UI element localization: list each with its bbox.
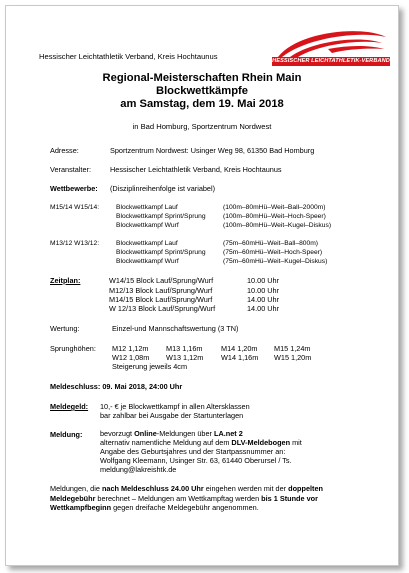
competitions-note: (Disziplinreihenfolge ist variabel) bbox=[110, 184, 216, 193]
scoring-label: Wertung: bbox=[50, 324, 80, 333]
category-label: M13/12 W13/12: bbox=[50, 240, 100, 247]
competition-name: Blockwettkampf Sprint/Sprung bbox=[116, 249, 206, 256]
address-label: Adresse: bbox=[50, 146, 79, 155]
competition-disciplines: (100m–80mHü–Weit–Kugel–Diskus) bbox=[223, 222, 332, 229]
organization-header: Hessischer Leichtathletik Verband, Kreis Hochtaunus bbox=[39, 52, 218, 61]
registration-label: Meldung: bbox=[50, 430, 83, 439]
registration-text: alternativ namentliche Meldung auf dem bbox=[100, 438, 232, 447]
jump-height: M13 1,16m bbox=[166, 344, 203, 353]
registration-online: Online bbox=[134, 429, 157, 438]
jump-height: W13 1,12m bbox=[166, 353, 204, 362]
schedule-time: 10.00 Uhr bbox=[247, 286, 280, 295]
schedule-event: M12/13 Block Lauf/Sprung/Wurf bbox=[109, 286, 213, 295]
schedule-time: 14.00 Uhr bbox=[247, 295, 280, 304]
schedule-event: W 12/13 Block Lauf/Sprung/Wurf bbox=[109, 304, 216, 313]
jump-heights-label: Sprunghöhen: bbox=[50, 344, 96, 353]
jump-height: W14 1,16m bbox=[221, 353, 259, 362]
registration-line-2 bbox=[100, 438, 302, 447]
jump-height: M15 1,24m bbox=[274, 344, 311, 353]
document-page bbox=[5, 5, 399, 566]
registration-line-4: Wolfgang Kleemann, Usinger Str. 63, 61440 Oberursel / Ts. bbox=[100, 456, 292, 465]
competition-name: Blockwettkampf Lauf bbox=[116, 204, 178, 211]
footer-text: gegen dreifache Meldegebühr angenommen. bbox=[111, 503, 259, 512]
footer-line-2 bbox=[50, 494, 318, 503]
registration-line-3: Angabe des Geburtsjahres und der Startpassnummer an: bbox=[100, 447, 286, 456]
fee-line-1: 10,- € je Blockwettkampf in allen Altersklassen bbox=[100, 402, 250, 411]
footer-text: berechnet – Meldungen am Wettkampftag werden bbox=[95, 494, 262, 503]
registration-lanet: LA.net 2 bbox=[213, 429, 243, 438]
registration-text: mit bbox=[290, 438, 302, 447]
registration-email[interactable]: meldung@lakreishtk.de bbox=[100, 465, 177, 474]
registration-text: bevorzugt bbox=[100, 429, 135, 438]
footer-emph: doppelten bbox=[288, 484, 323, 493]
competition-disciplines: (75m–60mHü–Weit–Kugel–Diskus) bbox=[223, 258, 328, 265]
competition-name: Blockwettkampf Sprint/Sprung bbox=[116, 213, 206, 220]
event-location: in Bad Homburg, Sportzentrum Nordwest bbox=[132, 122, 272, 131]
organizer-value: Hessischer Leichtathletik Verband, Kreis Hochtaunus bbox=[110, 165, 282, 174]
schedule-event: W14/15 Block Lauf/Sprung/Wurf bbox=[109, 276, 214, 285]
title-line-2: Blockwettkämpfe bbox=[155, 85, 248, 97]
competition-name: Blockwettkampf Lauf bbox=[116, 240, 178, 247]
competition-disciplines: (100m–80mHü–Weit–Hoch-Speer) bbox=[223, 213, 326, 220]
schedule-event: M14/15 Block Lauf/Sprung/Wurf bbox=[109, 295, 213, 304]
competitions-label: Wettbewerbe: bbox=[50, 184, 98, 193]
address-value: Sportzentrum Nordwest: Usinger Weg 98, 61350 Bad Homburg bbox=[110, 146, 315, 155]
category-label: M15/14 W15/14: bbox=[50, 204, 100, 211]
logo-wordmark: HESSISCHER LEICHTATHLETIK-VERBAND bbox=[272, 58, 390, 64]
registration-dlv-form: DLV-Meldebogen bbox=[231, 438, 291, 447]
title-line-1: Regional-Meisterschaften Rhein Main bbox=[102, 72, 302, 84]
footer-line-1 bbox=[50, 484, 323, 493]
competition-name: Blockwettkampf Wurf bbox=[116, 258, 179, 265]
fee-line-2: bar zahlbar bei Ausgabe der Startunterlagen bbox=[100, 411, 244, 420]
footer-emph: nach Meldeschluss 24.00 Uhr bbox=[101, 484, 204, 493]
scoring-value: Einzel-und Mannschaftswertung (3 TN) bbox=[112, 324, 239, 333]
registration-text: -Meldungen über bbox=[156, 429, 214, 438]
jump-height: M14 1,20m bbox=[221, 344, 258, 353]
jump-height-increment: Steigerung jeweils 4cm bbox=[112, 362, 188, 371]
deadline-label: Meldeschluss: bbox=[50, 382, 101, 391]
footer-text: eingehen werden mit der bbox=[203, 484, 289, 493]
footer-emph: Meldegebühr bbox=[50, 494, 96, 503]
footer-emph: Wettkampfbeginn bbox=[50, 503, 112, 512]
jump-height: M12 1,12m bbox=[112, 344, 149, 353]
schedule-label: Zeitplan: bbox=[50, 276, 81, 285]
footer-text: Meldungen, die bbox=[50, 484, 102, 493]
fee-label: Meldegeld: bbox=[50, 402, 89, 411]
schedule-time: 14.00 Uhr bbox=[247, 304, 280, 313]
competition-disciplines: (75m–60mHü–Weit–Ball–800m) bbox=[223, 240, 319, 247]
deadline-value: 09. Mai 2018, 24:00 Uhr bbox=[102, 382, 183, 391]
competition-disciplines: (75m–60mHü–Weit–Hoch-Speer) bbox=[223, 249, 323, 256]
competition-name: Blockwettkampf Wurf bbox=[116, 222, 179, 229]
jump-height: W15 1,20m bbox=[274, 353, 312, 362]
footer-emph: bis 1 Stunde vor bbox=[261, 494, 318, 503]
registration-line-1 bbox=[100, 429, 243, 438]
organizer-label: Veranstalter: bbox=[50, 165, 91, 174]
jump-height: W12 1,08m bbox=[112, 353, 150, 362]
deadline-line bbox=[50, 382, 182, 391]
footer-line-3 bbox=[50, 503, 259, 512]
title-line-3: am Samstag, dem 19. Mai 2018 bbox=[120, 98, 284, 110]
schedule-time: 10.00 Uhr bbox=[247, 276, 280, 285]
competition-disciplines: (100m–80mHü–Weit–Ball–2000m) bbox=[223, 204, 326, 211]
